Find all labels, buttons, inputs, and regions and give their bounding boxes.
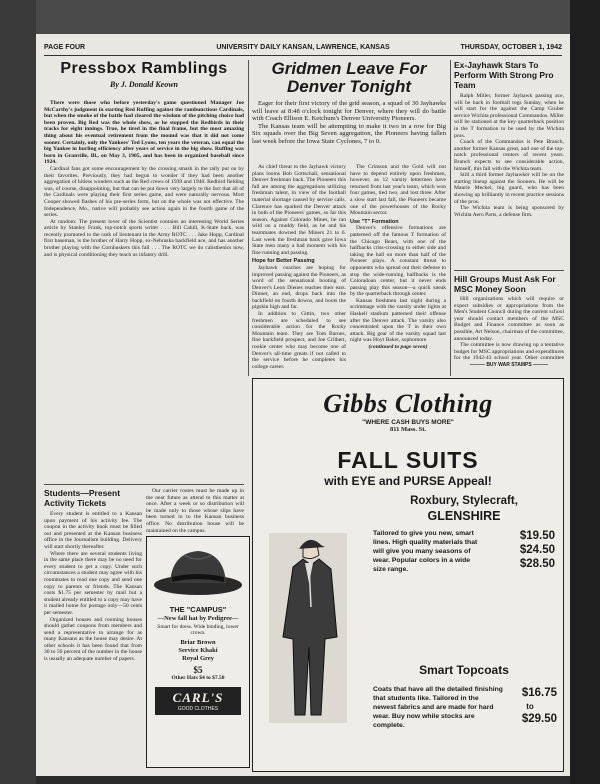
other-hats: Other Hats $4 to $7.50 [171, 675, 225, 681]
pressbox-byline: By J. Donald Keown [109, 80, 178, 89]
gridmen-headline [252, 60, 446, 96]
paper-name: UNIVERSITY DAILY KANSAN, LAWRENCE, KANSAS [216, 44, 390, 51]
newspaper-page [36, 34, 570, 776]
war-stamps-text: BUY WAR STAMPS [486, 362, 532, 368]
man-in-suit-illustration [259, 527, 359, 727]
scan-border-left [0, 0, 36, 784]
groups-body [454, 296, 564, 360]
fall-suits-head: FALL SUITS [337, 447, 479, 473]
column-rule-right [450, 60, 451, 376]
gridmen-col-1 [252, 164, 346, 374]
column-rule [248, 60, 249, 376]
gridmen-para-6: Kansas freshmen last night during a scrimmage with the varsity under lights at Haskell stadium patterned their offense after the Denver attack. The varsity also concentrated upon the T in their own attack. Big gear of the varsity squad last night was Hoyt Baker, sophomore [350, 297, 446, 344]
exjay-para-3: Still a third former Jayhawker will be on the starting lineup against the Sooners. He will be Maurie Meckel, big guard, who has been showing up brilliantly in recent practice sessions of the pros. [454, 172, 564, 205]
tickets-article [44, 488, 142, 772]
brands-line-2: GLENSHIRE [427, 509, 501, 523]
topcoat-prices [503, 687, 557, 726]
suit-price-2: $24.50 [519, 544, 555, 556]
war-stamps-banner: ——— BUY WAR STAMPS ——— [469, 362, 549, 368]
gridmen-subhead-2: Use "T" Formation [350, 218, 399, 225]
topcoat-price-high: $29.50 [521, 713, 557, 725]
hat-subtitle: —New fall hat by Pedigree— [157, 615, 239, 622]
hat-name: THE "CAMPUS" [169, 605, 227, 614]
groups-para-1: Hill organizations which will require or expect subsidies or appropriations from the Men's Student Council during the current school year should contact members of the MSC Budget and Finance committee as soon as possible, Art Nelson, chairman of the committee, announced today. [454, 296, 564, 342]
exjay-title: Ex-Jayhawk Stars To Perform With Strong Pro Team [454, 60, 554, 90]
gibbs-name: Gibbs Clothing [323, 389, 493, 418]
issue-date: THURSDAY, OCTOBER 1, 1942 [460, 44, 562, 51]
gridmen-lead [252, 100, 446, 162]
gridmen-col-2 [350, 164, 446, 374]
gibbs-clothing-ad [252, 378, 564, 772]
topcoat-price-low: $16.75 [521, 687, 557, 699]
gridmen-para-1: As chief threat to the Jayhawk victory plans looms Bob Gottschall, sensational Denver freshman back. The Pioneers this fall are among the aggregations utilizing freshman talent, in view of the football material shortage caused by service calls. Clarence has sparked the Denver attack in both of the Pioneers' games, so far this season. Against Colorado Mines, he ran wild on a muddy field, as he and his teammates downed the Miners 21 to 6. Last week the freshman back gave Iowa State men many a bad moment with his fine running and passing. [252, 164, 346, 256]
tickets-title: Students—Present Activity Tickets [44, 488, 121, 508]
gibbs-address: 811 Mass. St. [389, 426, 427, 433]
groups-para-2: The committee is now drawing up a tentative budget for MSC appropriations and expenditures for the 1942-43 school year. Other committee [454, 342, 564, 360]
pressbox-para-3: At random: The present lover of the Scientist contains an interesting World Series article by Stanley Frank, top-notch sports writer . . . Bill Cahill, K-State back, was recently promoted to the rank of lieutenant in the Army ROTC . . . Jake Hopp, Cardinal first baseman, is the brother of Harry Hopp, ex-Nebraska backfield ace, and has another brother playing with the Cornhuskers this fall . . . The ROTC we do calisthenics now, and is physical conditioning they teach us infantry drill. [44, 218, 244, 258]
tickets-para-1: Every student is entitled to a Kansan upon payment of his activity fee. The coupon in the activity book must be filled out and presented at the Kansan business office in the Journalism building. Delivery will start shortly thereafter. [44, 511, 142, 550]
pressbox-header [44, 60, 244, 100]
exjay-para-4: The Wichita team is being sponsored by Wichita Aero Parts, a defense firm. [454, 205, 564, 218]
suit-price-3: $28.50 [519, 558, 555, 570]
fall-suits-sub: with EYE and PURSE Appeal! [324, 474, 492, 488]
gridmen-continued: (continued to page seven) [368, 344, 428, 351]
tickets-body [44, 511, 142, 663]
topcoats-copy: Coats that have all the detailed finishing that students like. Tailored in the newest fabrics and are made for hard wear. Buy now while stocks are complete. [373, 686, 503, 729]
gibbs-slogan: "WHERE CASH BUYS MORE" [362, 419, 454, 426]
hat-price: $5 [193, 665, 203, 675]
section-rule [44, 484, 244, 485]
pressbox-para-1: There were those who before yesterday's game questioned Manager Joe McCarthy's judgment in starting Red Ruffing against the rambunctious Cardinals, but when the smoke of the battle had cleared the wisdom of the pitching choice had been proven. Big Red was the whole show, as he stopped the Redbirds in their tracks for eight innings. True, he tired in the final frame, but the most amazing thing about his eventual retirement from the mound was that it did not come sooner. Certainly, only the Yankees' Ted Lyons, ten years the veteran, can equal the big Yankee in hurling efficiency after years of service in the big show. Ruffing was born in Granville, Ill., on May 3, 1905, and has been in organized baseball since 1924. [44, 100, 244, 166]
gridmen-para-2: Jayhawk coaches are hoping for improved passing against the Pioneers, as word of the sensational booting of Denver's Leon Dienes reaches their ears. Dinner, an end, drops back into the backfield on fourth downs, and boots the pigskin high and far. [252, 264, 346, 311]
suit-price-1: $19.50 [519, 530, 555, 542]
gridmen-lead-1: Eager for their first victory of the grid season, a squad of 30 Jayhawks will leave at 8:48 o'clock tonight for Denver, where they will do battle with Coach Ellison E. Ketchum's Denver University Pioneers. [252, 100, 446, 123]
hat-copy: Smart for dress. Wide binding, lower crown. [157, 624, 239, 636]
gridmen-title: Gridmen Leave For Denver Tonight [271, 59, 427, 96]
gridmen-para-5: Denver's offensive formations are patterned off the famous T formation of the Chicago Bears, with one of the halfbacks criss-crossing to either side and taking the ball on more than half of the Pioneer plays. A constant threat to opponents who spread out their defense to stop the wide-running halfbacks is the Coloradoan center, but it never ends passing play this season—a quick sneak by the quarterback through center. [350, 225, 446, 298]
topcoat-price-to: to [526, 702, 534, 711]
masthead [44, 42, 562, 56]
gridmen-para-3: In addition to Gittin, two other freshmen are scheduled to see considerable action for the Rocky Mountain team. They are Tom Barnes, fine backfield prospect, and Joe Crilhert, rookie center who may become one of Denver's all-time greats if not called to the service before he completes his college career. [252, 311, 346, 370]
exjay-para-2: Coach of the Commandos is Pete Branch, another former Kansas great, and one of the top-notch professional centers of recent years. Branch expects to see considerable action, himself, this fall with the Wichita team. [454, 139, 564, 172]
pressbox-para-2: Cardinal fans got some encouragement by the crossing smash in the rally put on by their favorites. Previously, they had begun to wonder if they had been another aggregation of hitless wonders such as the Red crews of 1939 and 1940. Redbird fielding was, of course, disappointing, but that can be put down very largely to the fact that all of the Cardinals were playing their first series game, and were naturally nervous. Mort Cooper showed flashes of his pre-series form, but on the whole was not effective. The Independence, Mo., native will probably see action again in the fourth game of the series. [44, 165, 244, 219]
carls-logo-name: CARL'S [172, 690, 224, 705]
gridmen-subhead-1: Hope for Better Passing [252, 258, 315, 265]
hat-colors [147, 639, 249, 663]
hat-color-2: Service Khaki [178, 647, 218, 654]
gridmen-para-4: The Crimson and the Gold will not have to depend entirely upon freshmen, however, as 12 varsity lettermen have returned from last year's team, which won four games, tied two, and lost three. After a slow start last fall, the Pioneers became one of the powerhouses of the Rocky Mountain sector. [350, 164, 446, 217]
page-number: PAGE FOUR [44, 44, 86, 51]
section-rule-right [454, 270, 564, 271]
exjay-article [454, 60, 564, 268]
tickets-para-3: Organized houses and rooming houses should gather coupons from members and send a representative to arrange for as many Kansans as the house may desire. At other schools it has been found that from 30 to 50 percent of the number in the house is usually an adequate number of papers. [44, 616, 142, 663]
exjay-body [454, 93, 564, 218]
tickets-continued [146, 488, 244, 534]
tickets-para-4: Our carrier routes must be made up in the near future as attend to this matter at once. After a week or so distribution will be made only to those whose slips have been turned in to the Kansan business office. No distribution house will be maintained on the campus. [146, 488, 244, 534]
tickets-para-2: Where there are several students living in the same place there may be no need for every student to get a copy. Under such circumstances a student may agree with his roommates to read one copy and send one copy to parents or friends. The Kansan costs $1.75 per semester by mail but a student already entitled to a copy may have it mailed home for postage only—50 cents per semester. [44, 550, 142, 616]
suit-prices [489, 529, 555, 571]
gridmen-lead-2: The Kansas team will be attempting to make it two in a row for Big Six squads over the Big Seven aggregation, the Pioneers having fallen last week before the Iowa State Cyclones, 7 to 0. [252, 122, 446, 145]
groups-article [454, 274, 564, 374]
carls-hat-ad [146, 536, 250, 768]
hat-illustration [148, 541, 248, 599]
topcoats-head: Smart Topcoats [419, 663, 509, 677]
hat-color-3: Royal Grey [182, 655, 214, 662]
exjay-para-1: Ralph Miller, former Jayhawk passing ace, will be back in football togs Sunday, when he will start for the against the Camp Gruber service Wichita professional Commandos. Miller will be stationed at the key quarterback position in the T formation to be used by the Wichita pros. [454, 93, 564, 139]
scan-border-right [570, 0, 600, 784]
hat-color-1: Briar Brown [180, 639, 216, 646]
pressbox-title: Pressbox Ramblings [60, 60, 228, 77]
pressbox-body [44, 100, 244, 482]
brands-line-1: Roxbury, Stylecraft, [410, 495, 518, 507]
suits-copy: Tailored to give you new, smart lines. High quality materials that will give you many seasons of wear. Popular colors in a wide size range. [373, 530, 478, 573]
scan-border-top [0, 0, 600, 34]
groups-title: Hill Groups Must Ask For MSC Money Soon [454, 274, 556, 294]
carls-logo [155, 687, 241, 715]
carls-logo-sub: GOOD CLOTHES [177, 706, 219, 712]
